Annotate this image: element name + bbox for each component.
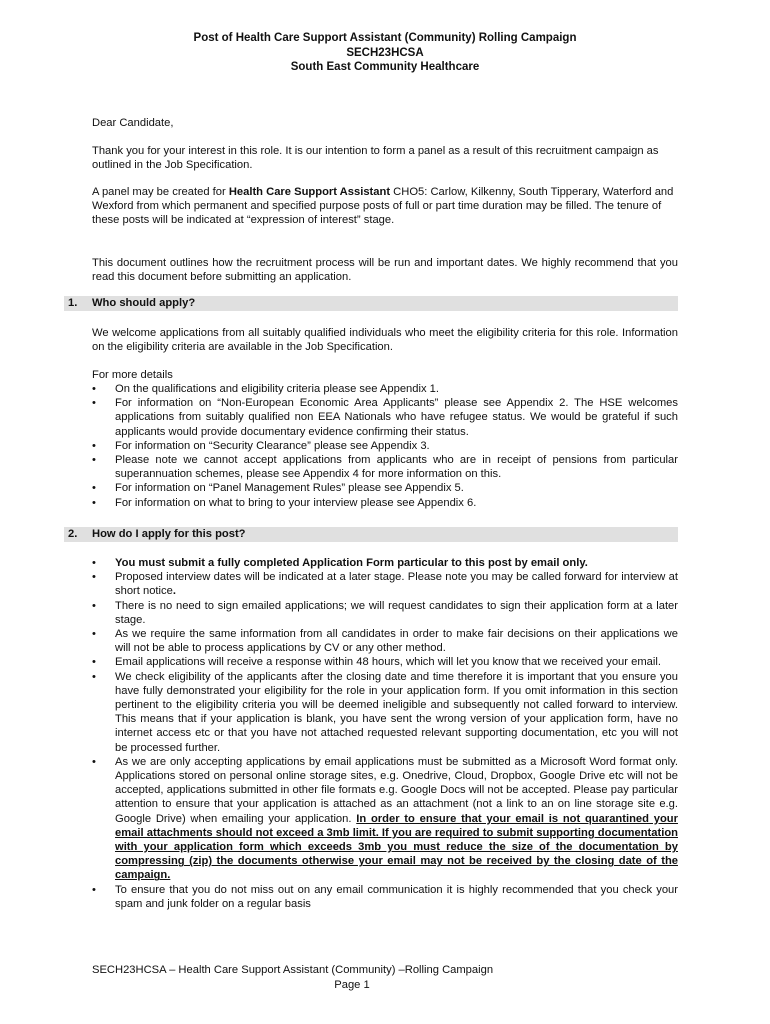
list-item: • Email applications will receive a response within 48 hours, which will let you know that we received your email. xyxy=(92,656,661,669)
section-1-bullet-list xyxy=(92,382,678,510)
intro-para-3-block xyxy=(92,256,678,284)
bullet-icon: • xyxy=(92,439,96,452)
intro-salutation-block xyxy=(92,116,678,130)
list-item: • We check eligibility of the applicants after the closing date and time therefore it is important that you ensure you have fully demonstrated your eligibility for the role in your application form. If you omit information in this section pertinent to the eligibility criteria you will be deemed ineligible and subsequently not called forward to interview. This means that if your application is blank, you have sent the wrong version of your application form, have no internet access etc or that you have not attached requested relevant supporting documentation, etc you will not be processed further. xyxy=(92,670,678,754)
list-item: • Proposed interview dates will be indicated at a later stage. Please note you may be called forward for interview at short notice. xyxy=(92,571,678,598)
section-2-heading xyxy=(64,527,678,542)
important-notice: In order to ensure that your email is not quarantined your email attachments should not exceed a 3mb limit. If you are required to submit supporting documentation with your application form which exceeds 3mb you must reduce the size of the documentation by compressing (zip) the documents otherwise your email may not be received by the closing date of the campaign. xyxy=(115,812,678,882)
intro-para-1-block xyxy=(92,144,678,172)
header-reference: SECH23HCSA xyxy=(346,46,424,59)
bullet-icon: • xyxy=(92,571,96,584)
bullet-icon: • xyxy=(92,557,96,569)
section-1-para-block xyxy=(92,326,678,354)
bullet-icon: • xyxy=(92,656,96,669)
more-details-label: For more details xyxy=(92,369,173,381)
para2-text-post: CHO5: Carlow, Kilkenny, South Tipperary, Waterford and Wexford from which permanent and specified purpose posts of full or part time duration may be filled. The tenure of these posts will be indicated at “expression of interest” stage. xyxy=(92,186,674,227)
para2-text-pre: A panel may be created for xyxy=(92,186,229,198)
list-item: • For information on “Panel Management Rules” please see Appendix 5. xyxy=(92,482,464,495)
para2-role-name: Health Care Support Assistant xyxy=(228,186,391,198)
section-2-title: How do I apply for this post? xyxy=(92,528,246,540)
footer-reference: SECH23HCSA – Health Care Support Assistant (Community) –Rolling Campaign xyxy=(92,964,494,976)
intro-paragraph-1: Thank you for your interest in this role. It is our intention to form a panel as a result of this recruitment campaign as outlined in the Job Specification. xyxy=(92,145,659,172)
list-item: • For information on what to bring to your interview please see Appendix 6. xyxy=(92,496,477,509)
list-item: • As we require the same information from all candidates in order to make fair decisions on their applications we will not be able to process applications by CV or any other method. xyxy=(92,628,678,655)
bullet-icon: • xyxy=(92,670,96,683)
section-1-heading xyxy=(64,296,678,311)
section-1-more-block xyxy=(92,368,678,382)
bullet-icon: • xyxy=(92,397,96,410)
section-1-number: 1. xyxy=(68,297,78,309)
bullet-icon: • xyxy=(92,383,96,395)
section-2-bullet-list xyxy=(92,556,678,911)
intro-para-2-block xyxy=(92,185,678,228)
bullet-icon: • xyxy=(92,755,96,768)
section-1-paragraph: We welcome applications from all suitably qualified individuals who meet the eligibility criteria for this role. Information on the eligibility criteria are available in the Job Specification. xyxy=(92,327,678,354)
list-item: • You must submit a fully completed Application Form particular to this post by email only. xyxy=(92,557,588,569)
section-1-title: Who should apply? xyxy=(92,297,196,309)
header-organisation: South East Community Healthcare xyxy=(290,61,480,73)
list-item: • For information on “Security Clearance” please see Appendix 3. xyxy=(92,439,430,452)
bullet-icon: • xyxy=(92,454,96,467)
section-2-number: 2. xyxy=(68,528,78,540)
page-number: Page 1 xyxy=(334,978,370,991)
list-item: • As we are only accepting applications by email applications must be submitted as a Microsoft Word format only. Applications stored on personal online storage sites, e.g. Onedrive, Cloud, Dropbox, Google Drive etc will not be accepted, applications submitted in other file formats e.g. Google Docs will not be accepted. Please pay particular attention to ensure that your application is attached as an attachment (not a link to an on line storage site e.g. Google Drive) when emailing your application. In order to ensure that your email is not quarantined your email attachments should not exceed a 3mb limit. If you are required to submit supporting documentation with your application form which exceeds 3mb you must reduce the size of the documentation by compressing (zip) the documents otherwise your email may not be received by the closing date of the campaign. xyxy=(92,755,678,882)
list-item: • For information on “Non-European Economic Area Applicants” please see Appendix 2. The HSE welcomes applications from suitably qualified non EEA Nationals who have refugee status. We would be grateful if such applicants would provide documentary evidence confirming their status. xyxy=(92,397,678,438)
bullet-icon: • xyxy=(92,482,96,495)
list-item: • On the qualifications and eligibility criteria please see Appendix 1. xyxy=(92,383,440,395)
document-header xyxy=(0,31,770,75)
bullet-icon: • xyxy=(92,883,96,896)
list-item: • To ensure that you do not miss out on any email communication it is highly recommended that you check your spam and junk folder on a regular basis xyxy=(92,883,678,910)
document-footer xyxy=(92,963,678,992)
header-title: Post of Health Care Support Assistant (Community) Rolling Campaign xyxy=(193,32,577,44)
bullet-icon: • xyxy=(92,496,96,509)
list-item: • Please note we cannot accept applications from applicants who are in receipt of pensions from particular superannuation schemes, please see Appendix 4 for more information on this. xyxy=(92,454,678,481)
bullet-icon: • xyxy=(92,628,96,641)
salutation: Dear Candidate, xyxy=(92,117,174,129)
intro-paragraph-3: This document outlines how the recruitment process will be run and important dates. We highly recommend that you read this document before submitting an application. xyxy=(92,257,678,284)
bullet-icon: • xyxy=(92,599,96,612)
list-item: • There is no need to sign emailed applications; we will request candidates to sign their application form at a later stage. xyxy=(92,599,678,626)
intro-paragraph-2 xyxy=(92,185,678,228)
